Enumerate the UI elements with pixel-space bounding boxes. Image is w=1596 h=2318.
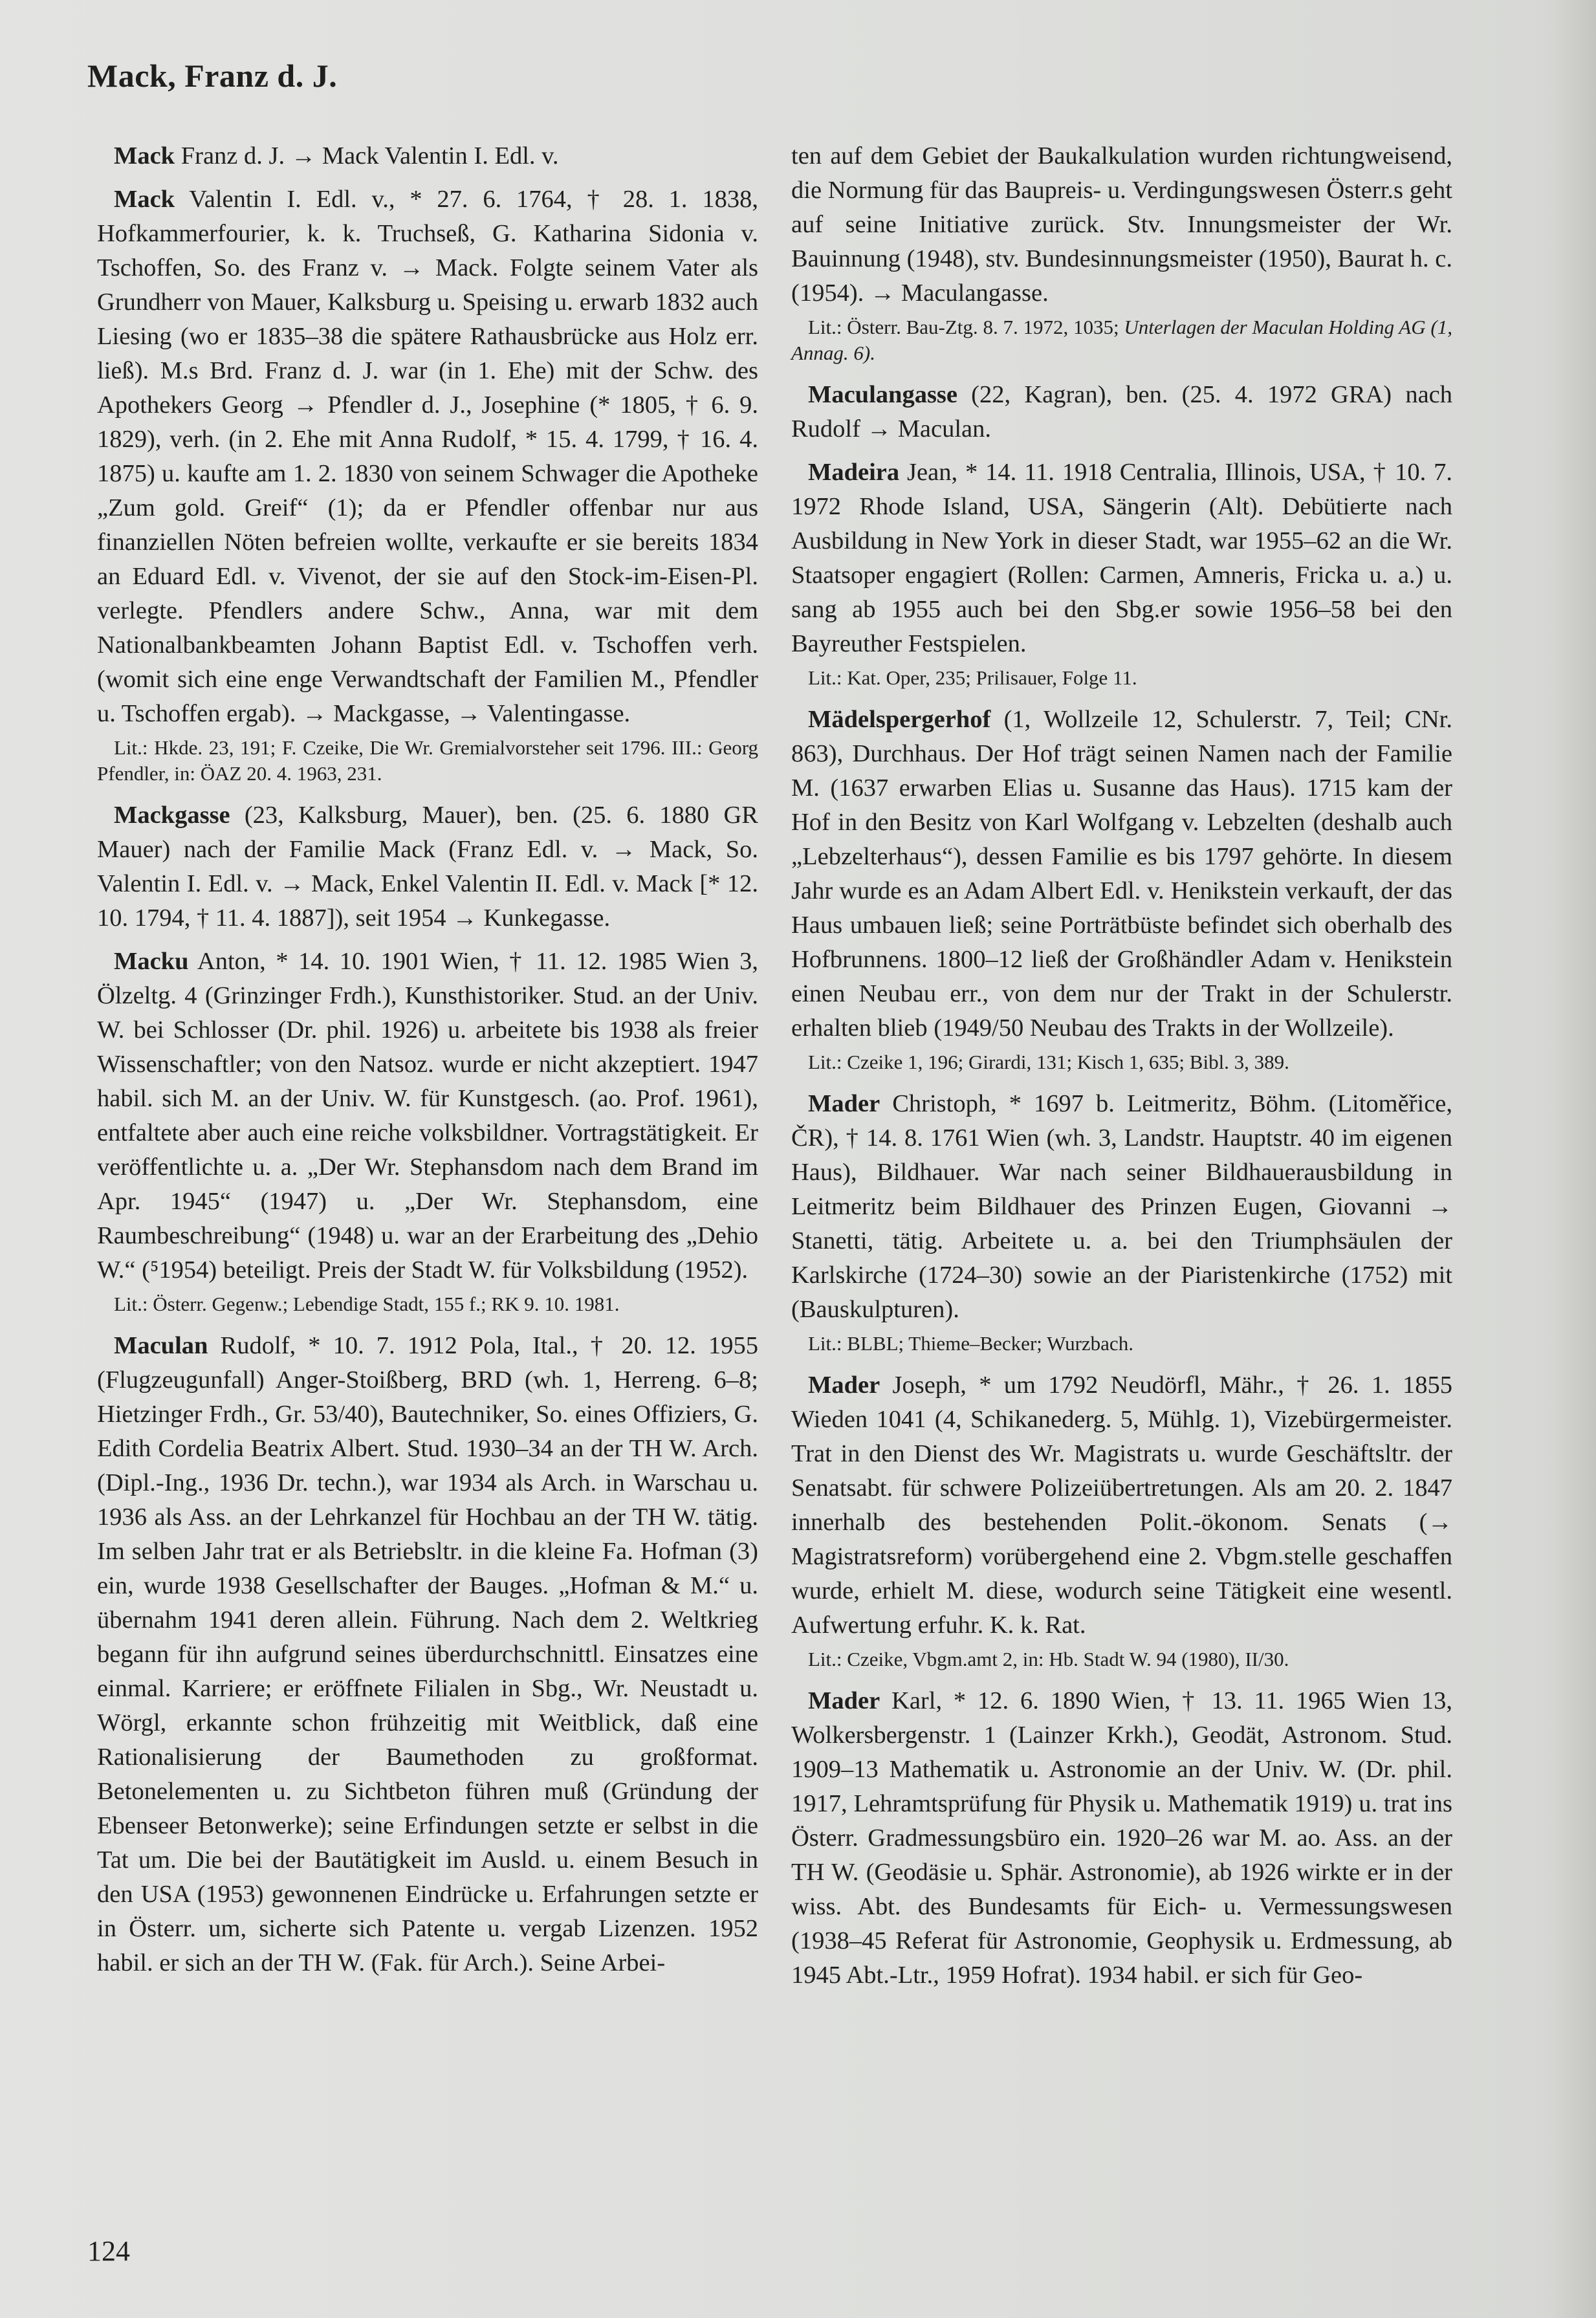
headword: Maculan: [114, 1332, 208, 1359]
entry-mader-christoph: Mader Christoph, * 1697 b. Leitmeritz, Böhm. (Litoměřice, ČR), † 14. 8. 1761 Wien (wh. 3, Landstr. Hauptstr. 40 im eigenen Haus), Bildhauer. War nach seiner Bildhauerausbildung in Leitmeritz beim Bildhauer des Prinzen Eugen, Giovanni → Stanetti, tätig. Arbeitete u. a. bei den Triumphsäulen der Karlskirche (1724–30) sowie an der Piaristenkirche (1752) mit (Bauskulpturen).: [791, 1090, 1452, 1323]
right-column: [791, 139, 1452, 1993]
page-edge-shadow: [1555, 0, 1596, 2318]
headword: Mader: [808, 1090, 880, 1117]
literature-note: Lit.: Österr. Gegenw.; Lebendige Stadt, 155 f.; RK 9. 10. 1981.: [114, 1293, 620, 1315]
headword: Macku: [114, 948, 189, 975]
literature-note: Lit.: Hkde. 23, 191; F. Czeike, Die Wr. Gremialvorsteher seit 1796. III.: Georg Pfendler, in: ÖAZ 20. 4. 1963, 231.: [97, 736, 758, 785]
headword: Madeira: [808, 459, 900, 486]
headword: Mader: [808, 1372, 880, 1399]
headword: Mader: [808, 1687, 880, 1714]
entry-maculan: Maculan Rudolf, * 10. 7. 1912 Pola, Ital., † 20. 12. 1955 (Flugzeugunfall) Anger-Stoißberg, BRD (wh. 1, Herreng. 6–8; Hietzinger Frdh., Gr. 53/40), Bautechniker, So. eines Offiziers, G. Edith Cordelia Beatrix Albert. Stud. 1930–34 an der TH W. Arch. (Dipl.-Ing., 1936 Dr. techn.), war 1934 als Arch. in Warschau u. 1936 als Ass. an der Lehrkanzel für Hochbau an der TH W. tätig. Im selben Jahr trat er als Betriebsltr. in die kleine Fa. Hofman (3) ein, wurde 1938 Gesellschafter der Bauges. „Hofman & M.“ u. übernahm 1941 deren allein. Führung. Nach dem 2. Weltkrieg begann für ihn aufgrund seines überdurchschnittl. Einsatzes eine einmal. Karriere; er eröffnete Filialen in Sbg., Wr. Neustadt u. Wörgl, erkannte schon frühzeitig mit Weitblick, daß eine Rationalisierung der Baumethoden zu großformat. Betonelementen u. zu Sichtbeton führen muß (Gründung der Ebenseer Betonwerke); seine Erfindungen setzte er selbst in die Tat um. Die bei der Bautätigkeit im Ausld. u. einem Besuch in den USA (1953) gewonnenen Eindrücke u. Erfahrungen setzte er in Österr. um, sicherte sich Patente u. vergab Lizenzen. 1952 habil. er sich an der TH W. (Fak. für Arch.). Seine Arbei-: [97, 1332, 758, 1976]
headword: Mack: [114, 142, 175, 169]
entry-mackgasse: Mackgasse (23, Kalksburg, Mauer), ben. (25. 6. 1880 GR Mauer) nach der Familie Mack (Franz Edl. v. → Mack, So. Valentin I. Edl. v. → Mack, Enkel Valentin II. Edl. v. Mack [* 12. 10. 1794, † 11. 4. 1887]), seit 1954 → Kunkegasse.: [97, 802, 758, 932]
literature-note: Lit.: Czeike 1, 196; Girardi, 131; Kisch 1, 635; Bibl. 3, 389.: [808, 1051, 1289, 1073]
entry-mack-franz: Mack Franz d. J. → Mack Valentin I. Edl. v.: [114, 142, 559, 169]
page-number: 124: [87, 2235, 130, 2267]
entry-mader-karl: Mader Karl, * 12. 6. 1890 Wien, † 13. 11. 1965 Wien 13, Wolkersbergenstr. 1 (Lainzer Krkh.), Geodät, Astronom. Stud. 1909–13 Mathematik u. Astronomie an der Univ. W. (Dr. phil. 1917, Lehramtsprüfung für Physik u. Mathematik 1919) u. trat ins Österr. Gradmessungsbüro ein. 1920–26 war M. ao. Ass. an der TH W. (Geodäsie u. Sphär. Astronomie), ab 1926 wirkte er in der wiss. Abt. des Bundesamts für Eich- u. Vermessungswesen (1938–45 Referat für Astronomie, Geophysik u. Erdmessung, ab 1945 Abt.-Ltr., 1959 Hofrat). 1934 habil. er sich für Geo-: [791, 1687, 1452, 1989]
headword: Maculangasse: [808, 381, 957, 408]
headword: Mädelspergerhof: [808, 706, 991, 733]
left-column: [97, 139, 758, 1980]
headword: Mackgasse: [114, 802, 230, 829]
entry-mack-valentin: Mack Valentin I. Edl. v., * 27. 6. 1764, † 28. 1. 1838, Hofkammerfourier, k. k. Truchseß, G. Katharina Sidonia v. Tschoffen, So. des Franz v. → Mack. Folgte seinem Vater als Grundherr von Mauer, Kalksburg u. Speising u. erwarb 1832 auch Liesing (wo er 1835–38 die spätere Rathausbrücke aus Holz err. ließ). M.s Brd. Franz d. J. war (in 1. Ehe) mit der Schw. des Apothekers Georg → Pfendler d. J., Josephine (* 1805, † 6. 9. 1829), verh. (in 2. Ehe mit Anna Rudolf, * 15. 4. 1799, † 16. 4. 1875) u. kaufte am 1. 2. 1830 von seinem Schwager die Apotheke „Zum gold. Greif“ (1); da er Pfendler offenbar nur aus finanziellen Nöten befreien wollte, verkaufte er sie bereits 1834 an Eduard Edl. v. Vivenot, der sie auf den Stock-im-Eisen-Pl. verlegte. Pfendlers andere Schw., Anna, war mit dem Nationalbankbeamten Johann Baptist Edl. v. Tschoffen verh. (womit sich eine enge Verwandtschaft der Familien M., Pfendler u. Tschoffen ergab). → Mackgasse, → Valentingasse.: [97, 186, 758, 727]
entry-maedelspergerhof: Mädelspergerhof (1, Wollzeile 12, Schulerstr. 7, Teil; CNr. 863), Durchhaus. Der Hof trägt seinen Namen nach der Familie M. (1637 erwarben Elias u. Susanne das Haus). 1715 kam der Hof in den Besitz von Karl Wolfgang v. Lebzelten (deshalb auch „Lebzelterhaus“), dessen Familie es bis 1797 gehörte. In diesem Jahr wurde es an Adam Albert Edl. v. Henikstein verkauft, der das Haus umbauen ließ; seine Porträtbüste befindet sich oberhalb des Hofbrunnens. 1800–12 ließ der Großhändler Adam v. Henikstein einen Neubau err., von dem nur der Trakt in der Schulerstr. erhalten blieb (1949/50 Neubau des Trakts in der Wollzeile).: [791, 706, 1452, 1042]
entry-mader-joseph: Mader Joseph, * um 1792 Neudörfl, Mähr., † 26. 1. 1855 Wieden 1041 (4, Schikanederg. 5, Mühlg. 1), Vizebürgermeister. Trat in den Dienst des Wr. Magistrats u. wurde Geschäftsltr. der Senatsabt. für schwere Polizeiübertretungen. Als am 20. 2. 1847 innerhalb des bestehenden Polit.-ökonom. Senats (→ Magistratsreform) vorübergehend eine 2. Vbgm.stelle geschaffen wurde, erhielt M. diese, wodurch seine Tätigkeit eine wesentl. Aufwertung erfuhr. K. k. Rat.: [791, 1372, 1452, 1639]
entry-continuation: ten auf dem Gebiet der Baukalkulation wurden richtungweisend, die Normung für das Baupreis- u. Verdingungswesen Österr.s geht auf seine Initiative zurück. Stv. Innungsmeister der Wr. Bauinnung (1948), stv. Bundesinnungsmeister (1950), Baurat h. c. (1954). → Maculangasse.: [791, 142, 1452, 307]
entry-madeira: Madeira Jean, * 14. 11. 1918 Centralia, Illinois, USA, † 10. 7. 1972 Rhode Island, USA, Sängerin (Alt). Debütierte nach Ausbildung in New York in dieser Stadt, war 1955–62 an die Wr. Staatsoper engagiert (Rollen: Carmen, Amneris, Fricka u. a.) u. sang ab 1955 auch bei den Sbg.er sowie 1956–58 bei den Bayreuther Festspielen.: [791, 459, 1452, 657]
entry-maculangasse: Maculangasse (22, Kagran), ben. (25. 4. 1972 GRA) nach Rudolf → Maculan.: [791, 381, 1452, 443]
literature-note: Lit.: Österr. Bau-Ztg. 8. 7. 1972, 1035; Unterlagen der Maculan Holding AG (1, Annag. 6).: [791, 316, 1452, 364]
literature-note: Lit.: Czeike, Vbgm.amt 2, in: Hb. Stadt W. 94 (1980), II/30.: [808, 1648, 1289, 1670]
entry-macku: Macku Anton, * 14. 10. 1901 Wien, † 11. 12. 1985 Wien 3, Ölzeltg. 4 (Grinzinger Frdh.), Kunsthistoriker. Stud. an der Univ. W. bei Schlosser (Dr. phil. 1926) u. arbeitete bis 1938 als freier Wissenschaftler; von den Natsoz. wurde er nicht akzeptiert. 1947 habil. sich M. an der Univ. W. für Kunstgesch. (ao. Prof. 1961), entfaltete aber auch eine reiche volksbildner. Vortragstätigkeit. Er veröffentlichte u. a. „Der Wr. Stephansdom nach dem Brand im Apr. 1945“ (1947) u. „Der Wr. Stephansdom, eine Raumbeschreibung“ (1948) u. war an der Erarbeitung des „Dehio W.“ (⁵1954) beteiligt. Preis der Stadt W. für Volksbildung (1952).: [97, 948, 758, 1284]
headword: Mack: [114, 186, 175, 213]
running-head: Mack, Franz d. J.: [87, 58, 338, 94]
literature-note: Lit.: BLBL; Thieme–Becker; Wurzbach.: [808, 1332, 1133, 1355]
literature-note: Lit.: Kat. Oper, 235; Prilisauer, Folge 11.: [808, 666, 1137, 689]
